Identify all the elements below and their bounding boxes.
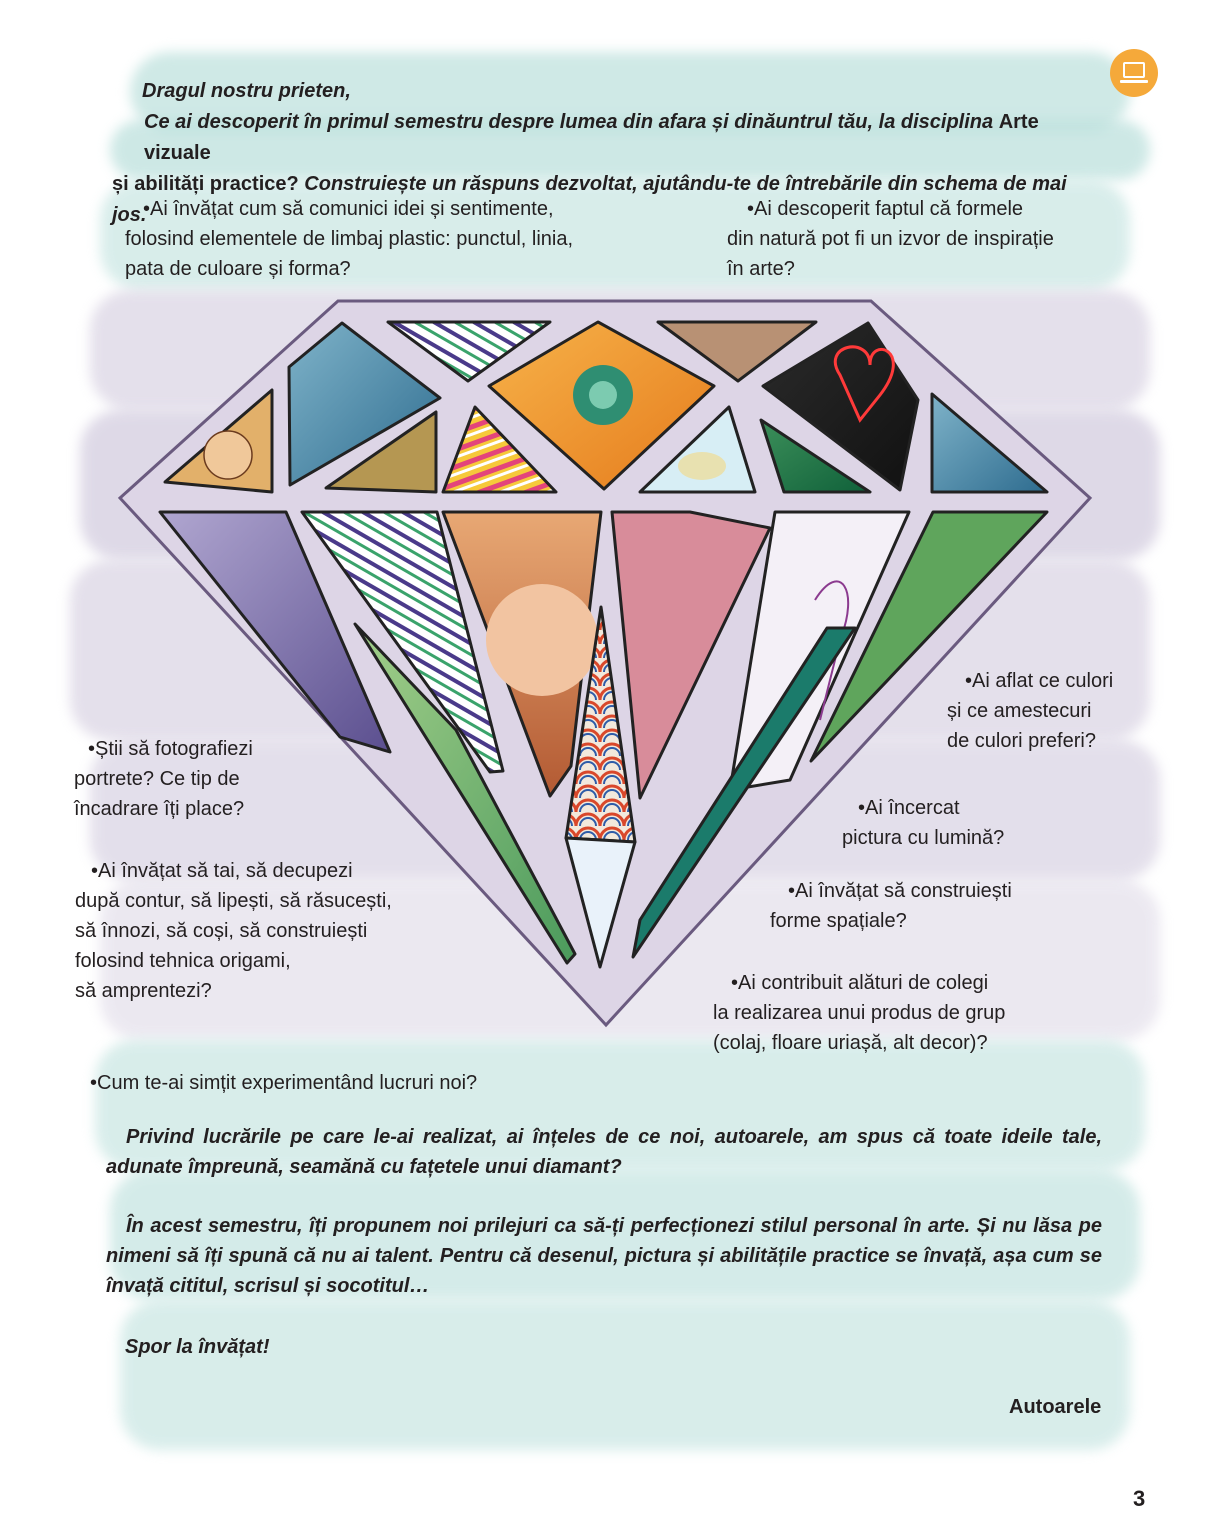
q-line [842, 793, 1004, 823]
closing-line: Spor la învățat! [125, 1336, 270, 1358]
bullet-dot [90, 1072, 97, 1094]
q-text: Ai învățat să construiești [795, 880, 1012, 902]
q-text: Ai contribuit alături de colegi [738, 972, 989, 994]
q-line [90, 1068, 477, 1098]
q-line: la realizarea unui produs de grup [713, 1002, 1006, 1024]
q-line [125, 194, 573, 224]
question-2 [727, 194, 1054, 284]
greeting: Dragul nostru prieten, [142, 80, 351, 102]
bullet-dot [965, 670, 972, 692]
question-7 [770, 876, 1012, 936]
q-text: Ai descoperit faptul că formele [754, 198, 1024, 220]
q-text: Știi să fotografiezi [95, 738, 253, 760]
paragraph-diamond: Privind lucrările pe care le-ai realizat, ai înțeles de ce noi, autoarele, am spus că toate ideile tale, adunate împreună, seamănă cu fațetele unui diamant? [106, 1126, 1102, 1178]
q-line: pata de culoare și forma? [125, 258, 351, 280]
q-line [75, 856, 392, 886]
clay-bird-shape [678, 452, 726, 480]
q-line [727, 194, 1054, 224]
subject-name: Arte vizuale [144, 111, 1039, 164]
q-line: încadrare îți place? [74, 798, 245, 820]
bullet-dot [747, 198, 754, 220]
page-number: 3 [1133, 1486, 1146, 1511]
q-text: Ai încercat [865, 797, 960, 819]
q-line: să amprentezi? [75, 980, 212, 1002]
bullet-dot [788, 880, 795, 902]
question-3 [947, 666, 1113, 756]
facet-face-shape [204, 431, 252, 479]
q-text: Ai învățat să tai, să decupezi [98, 860, 353, 882]
q-line [74, 734, 253, 764]
bullet-dot [731, 972, 738, 994]
q-line: să înnozi, să coși, să construiești [75, 920, 368, 942]
q-line: pictura cu lumină? [842, 827, 1005, 849]
flower-core [589, 381, 617, 409]
intro-text: Ce ai descoperit în primul semestru despre lumea din afara și dinăuntrul tău, la disciplina [144, 111, 999, 133]
q-line: în arte? [727, 258, 795, 280]
q-text: Ai învățat cum să comunici idei și sentimente, [150, 198, 554, 220]
q-text: Ai aflat ce culori [972, 670, 1114, 692]
question-6 [75, 856, 392, 1006]
question-1 [125, 194, 573, 284]
q-line: și ce amestecuri [947, 700, 1092, 722]
q-text: Cum te-ai simțit experimentând lucruri noi? [97, 1072, 478, 1094]
portrait-face [486, 584, 598, 696]
q-line: după contur, să lipești, să răsucești, [75, 890, 392, 912]
paragraph-semester: În acest semestru, îți propunem noi prilejuri ca să-ți perfecționezi stilul personal în arte. Și nu lăsa pe nimeni să îți spună că nu ai talent. Pentru că desenul, pictura și abilitățile practice se învață, așa cum se învață cititul, scrisul și socotitul… [106, 1215, 1102, 1297]
question-9 [90, 1068, 477, 1098]
q-line: forme spațiale? [770, 910, 907, 932]
q-line: de culori preferi? [947, 730, 1096, 752]
q-line [770, 876, 1012, 906]
subject-name-cont: și abilități practice? [112, 173, 299, 195]
bullet-dot [858, 797, 865, 819]
q-line: portrete? Ce tip de [74, 768, 240, 790]
bullet-dot [88, 738, 95, 760]
question-8 [713, 968, 1005, 1058]
bullet-dot [143, 198, 150, 220]
intro-text-2: Construiește un răspuns dezvoltat, ajutându-te de întrebările din schema de mai jos. [112, 173, 1067, 226]
bullet-dot [91, 860, 98, 882]
q-line [947, 666, 1113, 696]
question-5 [842, 793, 1004, 853]
q-line: (colaj, floare uriașă, alt decor)? [713, 1032, 988, 1054]
signature: Autoarele [1009, 1396, 1102, 1418]
q-line: din natură pot fi un izvor de inspirație [727, 228, 1054, 250]
question-4 [74, 734, 253, 824]
q-line: folosind tehnica origami, [75, 950, 291, 972]
q-line [713, 968, 1005, 998]
q-line: folosind elementele de limbaj plastic: punctul, linia, [125, 228, 574, 250]
